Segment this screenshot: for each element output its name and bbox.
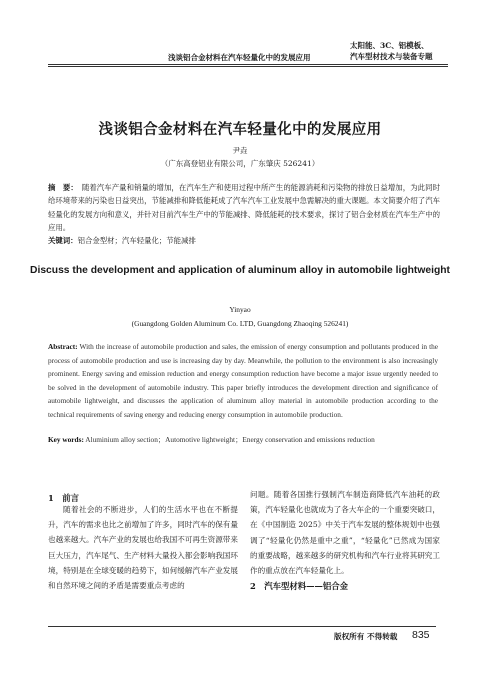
article-title-en: Discuss the development and application of aluminum alloy in automobile lightweight [30, 265, 450, 276]
running-header-title: 浅谈铝合金材料在汽车轻量化中的发展应用 [168, 53, 311, 62]
running-header-topic [350, 40, 433, 62]
keywords-en-label: Key words: [48, 435, 84, 444]
running-header-topic-line1: 太阳能、3C、铝模板、 [350, 41, 429, 50]
abstract-cn [48, 181, 440, 235]
author-cn: 尹垚 [232, 146, 248, 155]
author-en: Yinyao [229, 305, 251, 314]
header-divider [48, 64, 448, 65]
section-heading-aluminum-alloy: 2 汽车型材料——铝合金 [250, 581, 348, 591]
keywords-cn-label: 关键词： [48, 236, 78, 245]
keywords-en-text: Aluminium alloy section；Automotive lightweight；Energy conservation and emissions reduction [85, 435, 375, 444]
keywords-en [48, 435, 438, 445]
section-heading-introduction: 1 前言 [48, 493, 79, 503]
running-header-topic-line2: 汽车型材技术与装备专题 [350, 52, 433, 61]
affiliation-en: (Guangdong Golden Aluminum Co. LTD, Guangdong Zhaoqing 526241) [131, 319, 349, 328]
article-title-cn: 浅谈铝合金材料在汽车轻量化中的发展应用 [98, 121, 382, 138]
affiliation-cn: （广东高登铝业有限公司，广东肇庆 526241） [160, 159, 320, 168]
abstract-cn-label: 摘 要： [48, 183, 78, 192]
abstract-cn-text: 随着汽车产量和销量的增加，在汽车生产和使用过程中所产生的能源消耗和污染物的排放日益增加，为此同时给环境带来的污染也日益突出，节能减排和降低能耗成了汽车汽车工业发展中急需解决的重大课题。本文简要介绍了汽车轻量化的发展方向和意义，并针对目前汽车生产中的节能减排、降低能耗的技术要求，探讨了铝合金材质在汽车生产中的应用。 [48, 183, 440, 233]
abstract-en-label: Abstract: [48, 342, 78, 351]
body-paragraph-introduction: 随着社会的不断进步，人们的生活水平也在不断提升，汽车的需求也比之前增加了许多，同时汽车的保有量也越来越大。汽车产业的发展也给我国不可再生资源带来巨大压力，汽车尾气、生产材料大量投入都会影响我国环境，特别是在全球变暖的趋势下，如何缓解汽车产业发展和自然环境之间的矛盾是需要重点考虑的 [48, 505, 238, 591]
header-divider-thin [48, 66, 448, 67]
keywords-cn [48, 235, 440, 246]
abstract-en [48, 340, 438, 421]
abstract-en-text: With the increase of automobile production and sales, the emission of energy consumption and pollutants produced in the process of automobile production and use is increasing day by day. Meanwhile, the pollution to the environment is also increasingly prominent. Energy saving and emission reduction and energy consumption reduction have become a major issue urgently needed to be solved in the development of automobile industry. This paper briefly introduces the development direction and significance of automobile lightweight, and discusses the application of aluminum alloy material in automobile production according to the technical requirements of saving energy and reducing energy consumption in automobile production. [48, 342, 438, 419]
copyright-notice: 版权所有 不得转载 [334, 632, 398, 641]
body-paragraph-continued: 问题。随着各国推行强制汽车制造商降低汽车油耗的政策，汽车轻量化也就成为了各大车企的一个重要突破口，在《中国制造 2025》中关于汽车发展的整体规划中也强调了“轻量化仍然是重中之重”，“轻量化”已然成为国家的重要战略，越来越多的研究机构和汽车行业将其研究工作的重点放在汽车轻量化上。 [250, 490, 440, 576]
keywords-cn-text: 铝合金型材；汽车轻量化；节能减排 [77, 236, 196, 245]
page-number: 835 [412, 629, 430, 641]
footer-divider [48, 626, 436, 627]
